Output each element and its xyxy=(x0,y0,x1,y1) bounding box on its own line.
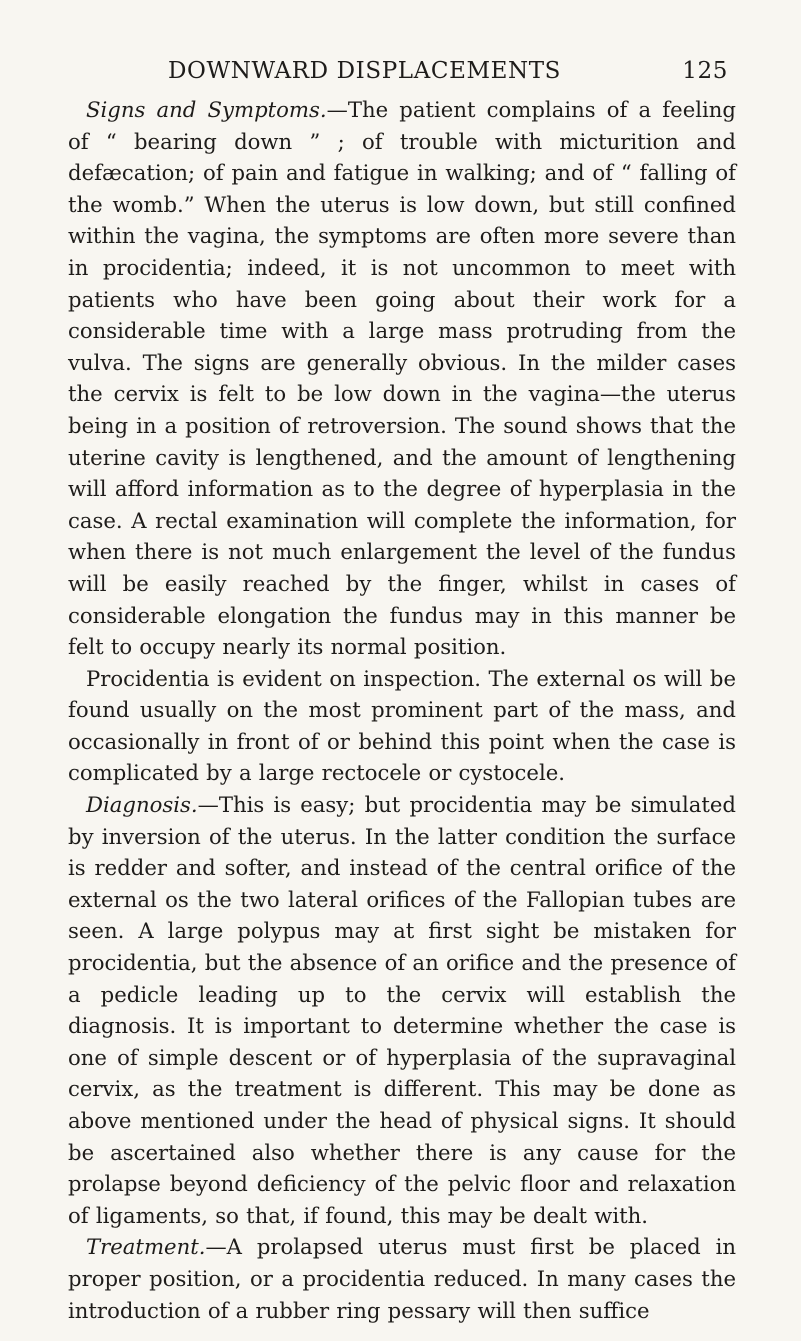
section-heading-treatment: Treatment. xyxy=(86,1234,206,1260)
running-head xyxy=(68,58,736,92)
paragraph-text: —The patient complains of a feeling of “ bearing down ” ; of trouble with micturition and defæcation; of pain and fatigue in walking; and of “ falling of the womb.” When the uterus is low down, but still confined within the vagina, the symptoms are often more severe than in procidentia; indeed, it is not uncommon to meet with patients who have been going about their work for a considerable time with a large mass protruding from the vulva. The signs are generally obvious. In the milder cases the cervix is felt to be low down in the vagina—the uterus being in a position of retroversion. The sound shows that the uterine cavity is lengthened, and the amount of lengthening will afford information as to the degree of hyperplasia in the case. A rectal examination will complete the information, for when there is not much enlargement the level of the fundus will be easily reached by the finger, whilst in cases of considerable elongation the fundus may in this manner be felt to occupy nearly its normal position. xyxy=(68,97,736,660)
running-title: DOWNWARD DISPLACEMENTS xyxy=(168,58,562,84)
section-heading-diagnosis: Diagnosis. xyxy=(86,792,198,818)
book-page xyxy=(68,58,736,1326)
page-number: 125 xyxy=(682,58,728,84)
paragraph-diagnosis xyxy=(68,789,736,1231)
paragraph-text: Procidentia is evident on inspection. The external os will be found usually on the most prominent part of the mass, and occasionally in front of or behind this point when the case is complicated by a large rectocele or cystocele. xyxy=(68,665,736,786)
paragraph-procidentia xyxy=(68,663,736,789)
paragraph-signs-and-symptoms xyxy=(68,94,736,663)
paragraph-text: —A prolapsed uterus must first be placed in proper position, or a procidentia reduced. In many cases the introduction of a rubber ring pessary will then suffice xyxy=(68,1234,736,1323)
body-text xyxy=(68,94,736,1326)
section-heading-signs-and-symptoms: Signs and Symptoms. xyxy=(86,97,327,122)
paragraph-treatment xyxy=(68,1231,736,1326)
paragraph-text: —This is easy; but procidentia may be simulated by inversion of the uterus. In the latter condition the surface is redder and softer, and instead of the central orifice of the external os the two lateral orifices of the Fallopian tubes are seen. A large polypus may at first sight be mistaken for procidentia, but the absence of an orifice and the presence of a pedicle leading up to the cervix will establish the diagnosis. It is important to determine whether the case is one of simple descent or of hyperplasia of the supravaginal cervix, as the treatment is different. This may be done as above mentioned under the head of physical signs. It should be ascertained also whether there is any cause for the prolapse beyond deficiency of the pelvic floor and relaxation of ligaments, so that, if found, this may be dealt with. xyxy=(68,792,736,1228)
